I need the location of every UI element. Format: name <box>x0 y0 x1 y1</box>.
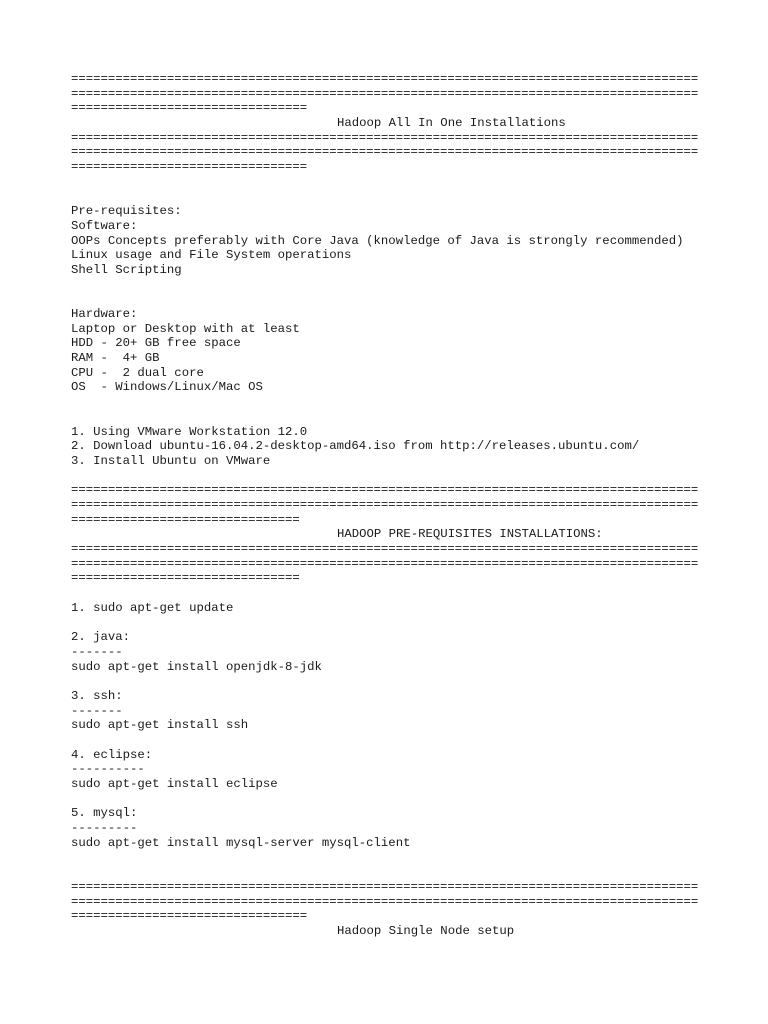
install-step-label: 4. eclipse: <box>71 747 153 762</box>
hardware-item: Laptop or Desktop with at least <box>71 321 300 336</box>
install-step-underline: ---------- <box>71 762 145 777</box>
separator-rule: ===================================================================================== <box>71 556 699 571</box>
install-step-label: 1. sudo apt-get update <box>71 600 234 615</box>
separator-rule: ===================================================================================== <box>71 72 699 86</box>
blank-line <box>71 190 711 205</box>
install-step-underline: ------- <box>71 644 123 659</box>
separator-rule: ================================ <box>71 160 308 175</box>
separator-rule: =============================== <box>71 512 300 527</box>
install-step-command: sudo apt-get install eclipse <box>71 777 278 791</box>
install-step-command: sudo apt-get install ssh <box>71 718 249 733</box>
section-title-single-node-setup: Hadoop Single Node setup <box>337 923 515 938</box>
install-step-label: 3. ssh: <box>71 688 123 703</box>
blank-line <box>71 865 711 880</box>
hardware-item: RAM - 4+ GB <box>71 351 160 366</box>
blank-line <box>71 674 711 689</box>
blank-line <box>71 175 711 190</box>
separator-rule: =============================== <box>71 571 300 586</box>
blank-line <box>71 586 711 601</box>
section-title-prerequisites-installations: HADOOP PRE-REQUISITES INSTALLATIONS: <box>337 527 603 542</box>
prerequisites-heading: Pre-requisites: <box>71 204 182 219</box>
software-item: Shell Scripting <box>71 262 182 277</box>
blank-line <box>71 733 711 748</box>
software-item: Linux usage and File System operations <box>71 248 352 263</box>
install-step-label: 2. java: <box>71 630 131 645</box>
blank-line <box>71 792 711 807</box>
blank-line <box>71 278 711 293</box>
setup-step: 1. Using VMware Workstation 12.0 <box>71 424 308 439</box>
hardware-item: OS - Windows/Linux/Mac OS <box>71 380 263 395</box>
separator-rule: ===================================================================================== <box>71 130 699 145</box>
install-step-underline: ------- <box>71 703 123 718</box>
separator-rule: ===================================================================================== <box>71 483 699 498</box>
separator-rule: ===================================================================================== <box>71 542 699 556</box>
hardware-item: HDD - 20+ GB free space <box>71 336 241 351</box>
separator-rule: ================================ <box>71 101 308 116</box>
software-heading: Software: <box>71 218 138 233</box>
section-title-hadoop-all-in-one: Hadoop All In One Installations <box>337 116 566 131</box>
hardware-item: CPU - 2 dual core <box>71 365 204 380</box>
install-step-command: sudo apt-get install mysql-server mysql-client <box>71 835 411 850</box>
blank-line <box>71 469 711 484</box>
blank-line <box>71 292 711 307</box>
document-page <box>71 72 711 939</box>
setup-step: 2. Download ubuntu-16.04.2-desktop-amd64.iso from http://releases.ubuntu.com/ <box>71 439 640 454</box>
blank-line <box>71 410 711 425</box>
software-item: OOPs Concepts preferably with Core Java (knowledge of Java is strongly recommended) <box>71 233 684 248</box>
hardware-heading: Hardware: <box>71 307 138 321</box>
blank-line <box>71 395 711 410</box>
separator-rule: ===================================================================================== <box>71 145 699 160</box>
separator-rule: ===================================================================================== <box>71 497 699 512</box>
blank-line <box>71 850 711 865</box>
separator-rule: ===================================================================================== <box>71 86 699 101</box>
install-step-command: sudo apt-get install openjdk-8-jdk <box>71 659 322 674</box>
separator-rule: ================================ <box>71 909 308 924</box>
blank-line <box>71 615 711 630</box>
setup-step: 3. Install Ubuntu on VMware <box>71 453 271 468</box>
separator-rule: ===================================================================================== <box>71 879 699 894</box>
install-step-label: 5. mysql: <box>71 806 138 821</box>
install-step-underline: --------- <box>71 821 138 836</box>
separator-rule: ===================================================================================== <box>71 894 699 909</box>
